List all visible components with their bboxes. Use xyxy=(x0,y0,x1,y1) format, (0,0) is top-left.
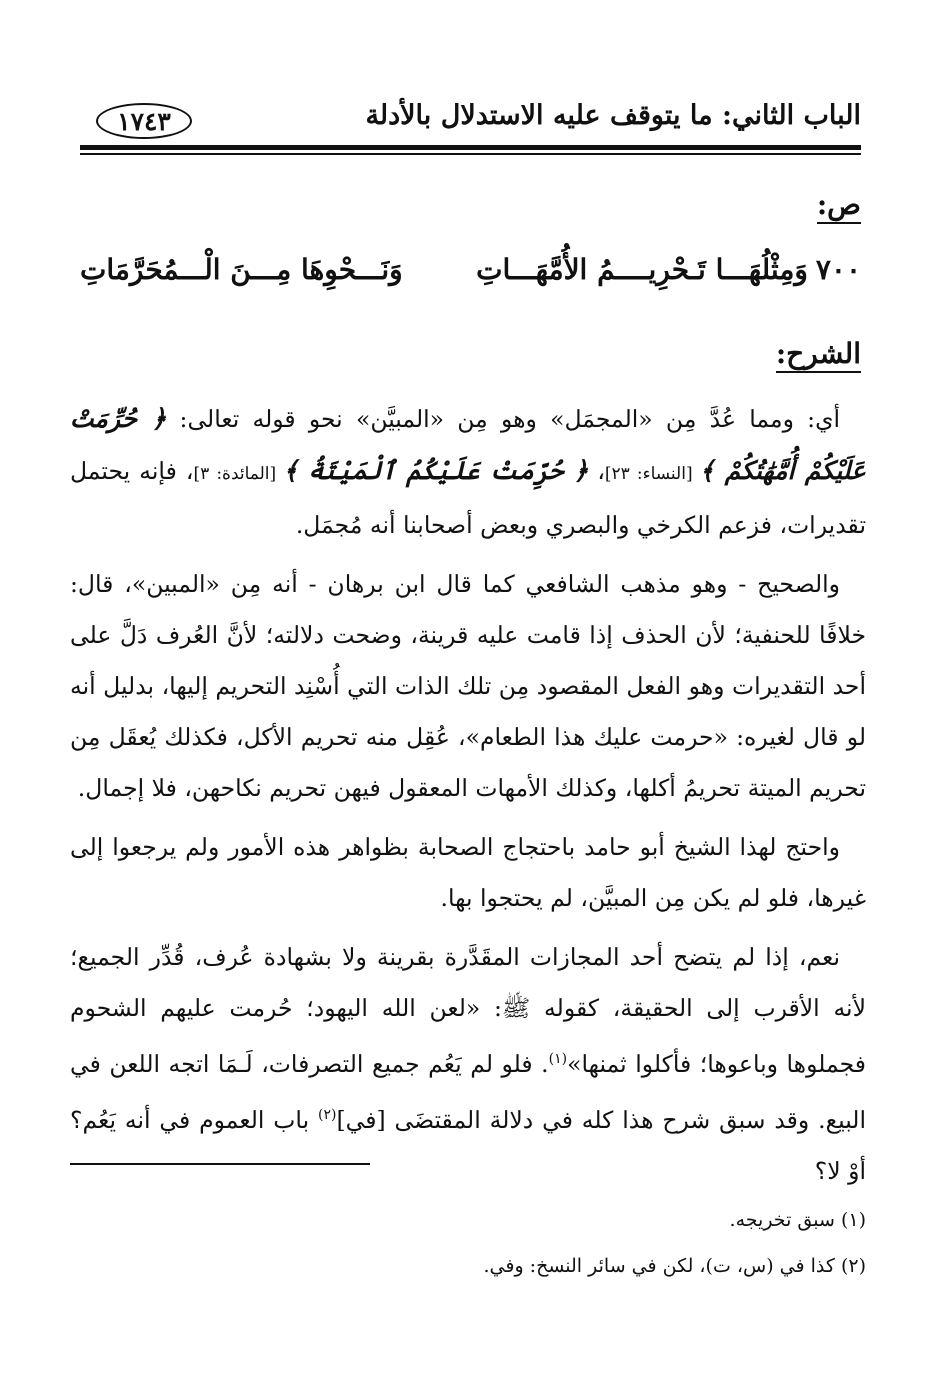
footnote-separator xyxy=(70,1163,370,1165)
verse-line xyxy=(80,253,861,286)
footnote-ref-2: (٢) xyxy=(318,1106,337,1123)
page-number: ١٧٤٣ xyxy=(96,103,192,139)
quran-quote-2: ﴿ حُرِّمَتْ عَلَيْكُمُ ٱلْمَيْتَةُ ﴾ xyxy=(283,456,589,485)
paragraph-2: والصحيح - وهو مذهب الشافعي كما قال ابن برهان - أنه مِن «المبين»، قال: خلافًا للحنفية؛ لأن الحذف إذا قامت عليه قرينة، وضحت دلالته؛ لأنَّ العُرف دَلَّ على أحد التقديرات وهو الفعل المقصود مِن تلك الذات التي أُسْنِد التحريم إليها، بدليل أنه لو قال لغيره: «حرمت عليك هذا الطعام»، عُقِل منه تحريم الأكل، فكذلك يُعقَل مِن تحريم الميتة تحريمُ أكلها، وكذلك الأمهات المعقول فيهن تحريم نكاحهن، فلا إجمال. xyxy=(70,570,866,802)
para1-text-c: ، فإنه يحتمل تقديرات، فزعم الكرخي والبصري وبعض أصحابنا أنه مُجمَل. xyxy=(70,457,866,539)
quran-ref-1: [النساء: ٢٣] xyxy=(604,464,700,484)
para1-text-b: ، xyxy=(588,457,605,485)
verse-hemistich-1: وَمِثْلُهَـــا تَـحْرِيــــمُ الأُمَّهَـــاتِ xyxy=(476,253,808,286)
footnotes xyxy=(70,1197,866,1289)
quran-ref-2: [المائدة: ٣] xyxy=(193,464,284,484)
text-label: ص: xyxy=(817,188,861,224)
footnote-2: (٢) كذا في (س، ت)، لكن في سائر النسخ: وفي. xyxy=(483,1255,866,1277)
quran-quote-1: ﴿ حُرِّمَتْ عَلَيْكُمْ أُمَّهَٰتُكُمْ ﴾ xyxy=(70,404,866,485)
header-rule-thick xyxy=(80,145,861,150)
verse-hemistich-2: وَنَـــحْوِهَا مِـــنَ الْـــمُحَرَّمَاتِ xyxy=(80,253,403,286)
verse-number: ٧٠٠ xyxy=(815,253,861,286)
paragraph-3: واحتج لهذا الشيخ أبو حامد باحتجاج الصحابة بظواهر هذه الأمور ولم يرجعوا إلى غيرها، فلو لم يكن مِن المبيَّن، لم يحتجوا بها. xyxy=(70,833,866,912)
para1-text-a: أي: ومما عُدَّ مِن «المجمَل» وهو مِن «المبيَّن» نحو قوله تعالى: xyxy=(166,405,840,433)
commentary-label: الشرح: xyxy=(776,337,861,373)
para4-text-c: باب العموم في أنه يَعُم؟ أوْ لا؟ xyxy=(70,1105,866,1185)
paragraph-1 xyxy=(70,393,866,551)
verse-first-half xyxy=(476,253,861,286)
paragraph-4 xyxy=(70,932,866,1197)
para4-text-a: نعم، إذا لم يتضح أحد المجازات المقَدَّرة بقرينة ولا بشهادة عُرف، قُدِّر الجميع؛ لأنه الأقرب إلى الحقيقة، كقوله ﷺ: «لعن الله اليهود؛ حُرمت عليهم الشحوم فجملوها وباعوها؛ فأكلوا ثمنها» xyxy=(70,943,866,1078)
chapter-title: الباب الثاني: ما يتوقف عليه الاستدلال بالأدلة xyxy=(365,100,861,131)
commentary-body xyxy=(70,393,866,1205)
footnote-ref-1: (١) xyxy=(548,1051,568,1067)
footnote-1: (١) سبق تخريجه. xyxy=(729,1209,866,1231)
header-rule-thin xyxy=(80,153,861,155)
para4-text-b: . فلو لم يَعُم جميع التصرفات، لَـمَا اتجه اللعن في البيع. وقد سبق شرح هذا كله في دلالة المقتضَى [في] xyxy=(70,1049,866,1134)
